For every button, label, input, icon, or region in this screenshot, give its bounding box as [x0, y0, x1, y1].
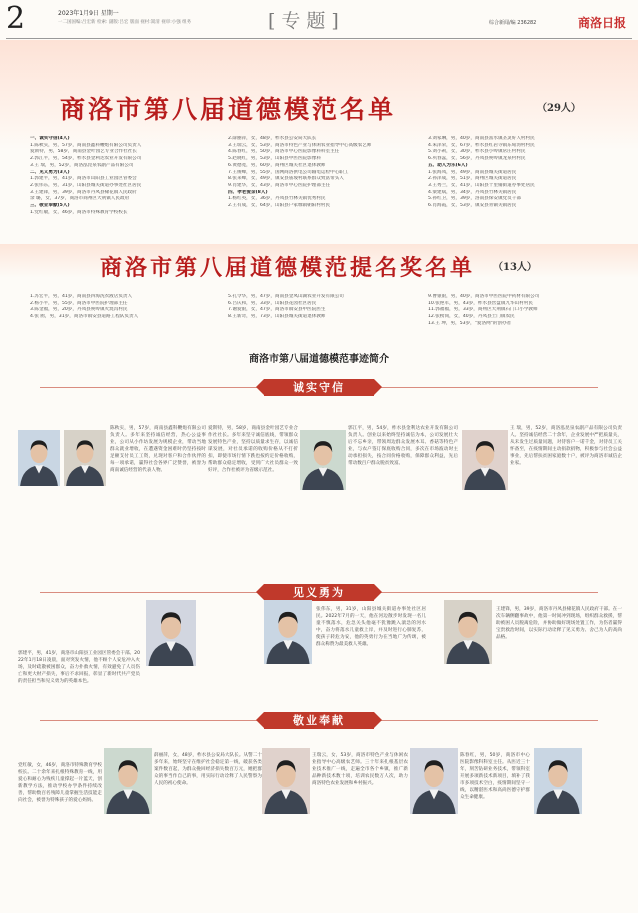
portrait-photo — [146, 600, 196, 666]
list-entry: 3.王建锋，男，39岁，商洛市丹凤县棣花镇人民政府 — [30, 189, 137, 195]
deeds-intro-title: 商洛市第八届道德模范事迹简介 — [249, 354, 389, 365]
deed-text: 党红敏，女，46岁，商洛市特殊教育学校校长。二十余年来扎根特殊教育一线，用爱心和耐心为残疾儿童撑起一片蓝天，创新教学方法，推动学校办学条件持续改善，帮助数百名残障儿童掌握生活技能走向社会，被誉为特殊孩子的爱心妈妈。 — [18, 763, 102, 803]
portrait-photo — [300, 430, 346, 490]
editor-line: 一二国国编:吕宏新 检索: 副版:吕宏 版面 视村:嵩清 视审:小强 组务 — [58, 20, 192, 25]
portrait-photo — [410, 748, 458, 814]
portrait-photo — [64, 430, 106, 486]
nominees-list-col-2 — [228, 294, 428, 321]
list-entry: 5.孙红卫，男，39岁，洛南县保安镇党员干部 — [428, 196, 521, 202]
deed-text: 王 瑞，男，52岁，商洛泓昆泉农副产品有限公司负责人。坚持诚信经营二十余年，企业发展中严把质量关，从未发生过质量问题，对待客户一诺千金，对待员工关怀备至，在疫情期间主动捐款捐物，积极参与社会公益事业，先后帮扶贫困家庭数十户，被评为商洛市诚信企业家。 — [510, 426, 622, 466]
section-banner-bravery: 见义勇为 — [264, 584, 374, 601]
list-entry: 1.郭建平，男，41岁，商洛市山阳县工业园区管委会 — [30, 176, 137, 182]
list-entry: 6.巩春蕊，女，56岁，丹凤县庾岭镇龙泉村村民 — [428, 156, 526, 162]
list-entry: 4.朱泽荣，女，67岁，柞水县红岩寺镇东甸湾村村民 — [428, 142, 535, 148]
portrait-photo — [104, 748, 152, 814]
page-number: 2 — [6, 1, 26, 36]
deed-text: 薛丽萍，女，48岁，柞水县公安局大队长。从警二十多年来，始终坚守在维护社会稳定第一线，破获各类案件数百起，为群众挽回经济损失数百万元，她把群众的事当作自己的事，用实际行动诠释了人民警察为人民的初心使命。 — [154, 753, 262, 786]
list-entry: 2.薛丽萍，女，48岁，柞水县公安局大队长 — [228, 136, 317, 141]
list-entry: 余 璐，女，37岁，商洛市商州区大荆镇人民政府 — [30, 196, 130, 202]
list-entry: 3.刘家琳，男，40岁，商南县富水镇圣灵好人村村民 — [428, 136, 535, 141]
issue-date: 2023年1月9日 星期一 — [58, 10, 119, 17]
section-banner-integrity: 诚实守信 — [264, 379, 374, 396]
deed-text: 王建锋，男，39岁，商洛市丹凤县棣花镇人民政府干部。在一次车辆侧翻事故中，他第一时间冲到现场，组织群众救援，帮助被困人员脱离危险，并协助做好现场处置工作，为伤者赢得宝贵救治时间，以实际行动诠释了见义勇为、舍己为人的高尚品格。 — [496, 607, 622, 640]
list-entry: 9.肖建华，女，43岁，商洛市中心医院护理部主任 — [228, 182, 331, 188]
portrait-photo — [534, 748, 582, 814]
nominees-list-col-3 — [428, 294, 628, 328]
list-category: 五、助人为乐(6人) — [428, 162, 468, 168]
deed-text: 陈秋实，男，57岁，商南县鑫科鞭炮有限公司负责人。多年来坚持诚信经营，热心公益事业，公司从小作坊发展为规模企业，带动当地群众就业增收，在遭遇资金困难时仍坚持按时足额支付员工工资，兑现对客户和合作伙伴的每一项承诺，赢得社会各界广泛赞誉，被誉为商南诚信经营的代表人物。 — [110, 426, 206, 473]
list-title-nominees-count: （13人） — [493, 262, 537, 273]
section-banner-dedication: 敬业奉献 — [264, 712, 374, 729]
section-label: [专题] — [268, 10, 345, 32]
deed-text: 郭江平，男，54岁，柞水县金利达农业开发有限公司负责人。创业以来始终坚持诚信为本，公司发展壮大后不忘乡亲，带领周边群众发展木耳、香菇等特色产业，与农户签订保底收购合同，多次在市场波动时主动承担损失，按合同价格收购，保障群众利益，先后带动数百户群众脱贫致富。 — [348, 426, 458, 466]
list-entry: 7.谢爱银，女，47岁，商洛市镇安县中医院医生 — [228, 307, 326, 313]
list-entry: 4.张 鸥，男，31岁，商洛市镇安县道路工程队负责人 — [30, 314, 139, 320]
models-list-col-1 — [30, 136, 228, 216]
deed-text: 陈春红，男，50岁，商洛市中心医院影像科科室主任。从医近三十年，刻苦钻研业务技术，带领科室开展多项新技术新项目，填补了我市多项技术空白，疫情期间坚守一线，以精湛医术和高尚医德守护群众生命健康。 — [460, 753, 530, 800]
list-entry: 1.党红敏，女，46岁，商洛市特殊教育学校校长 — [30, 209, 128, 215]
portrait-photo — [462, 430, 508, 490]
list-entry: 13.王 坤，男，53岁，"爱洛网"的创办者 — [428, 320, 512, 326]
list-entry: 2.孙泽成，男，51岁，商州区城关街道居民 — [428, 176, 517, 182]
list-entry: 1.张海凤，男，49岁，商南县城关街道居民 — [428, 169, 517, 175]
deed-text: 郭建平，男，41岁，商洛市山阳县工业园区管委会干部。2022年1月18日凌晨，面对突发火情，他不顾个人安危冲入火场，及时疏散被困群众，奋力扑救火情，有效避免了人员伤亡和更大财产损失，事后不求回报，彰显了新时代共产党员的责任担当和见义勇为的英雄本色。 — [18, 651, 140, 684]
list-entry: 5.孔令华，男，47岁，商南县金凤山湖农业开发有限公司 — [228, 294, 344, 299]
list-entry: 11.郭福福，男，33岁，商州区大荆镇石门口小学教师 — [428, 307, 538, 313]
list-entry: 爱斯特，男，58岁，商南县金叶园艺专业合作社社长 — [30, 149, 137, 155]
list-title-nominees: 商洛市第八届道德模范提名奖名单 — [100, 255, 476, 281]
list-entry: 2.郭江平，男，54岁，柞水县金利达农业开发有限公司 — [30, 156, 142, 162]
list-entry: 6.吕庆和，男，33岁，山阳县花园社区居民 — [228, 300, 317, 306]
list-entry: 6.黄德宽，男，60岁，商州区城关社区退休教师 — [228, 162, 326, 168]
list-entry: 12.张榜岗，女，40岁，丹凤县土门镇农民 — [428, 314, 515, 320]
list-entry: 8.张来峰，女，49岁，镇安县庙坡村联系群众致富带头人 — [228, 176, 344, 182]
newspaper-logo: 商洛日报 — [578, 16, 627, 30]
list-entry: 1.陈秋实，男，57岁，商南县鑫科鞭炮有限公司负责人 — [30, 142, 142, 148]
list-entry: 2.王有成，女，64岁，山阳县户家塬镇朝阳村村民 — [228, 203, 331, 209]
portrait-photo — [18, 430, 60, 486]
list-entry: 2.张伟东，男，31岁，山阳县城关街道办事处社区居民 — [30, 182, 142, 188]
portrait-photo — [262, 748, 310, 814]
list-entry: 5.刘小莉，女，30岁，柞水县小岭镇常庄村村民 — [428, 149, 526, 155]
list-entry: 10.张艳军，男，43岁，柞水县营盘镇九华山村村民 — [428, 300, 534, 306]
list-entry: 1.苏宏平，男，41岁，商南县四海洗衣液店负责人 — [30, 294, 133, 299]
list-title-models-count: （29人） — [537, 103, 581, 114]
deed-text: 爱斯特，男，58岁，商南县金叶园艺专业合作社社长。多年来坚守诚信底线，带领群众发展特色产业，坚持以质量求生存，以诚信谋发展，对社员承诺的收购价格从不打折扣，即使市场行情下跌也按约定价格收购，帮助群众稳定增收，受到广大社员群众一致好评，合作社被评为省级示范社。 — [208, 426, 298, 473]
list-category: 一、诚实守信(4人) — [30, 136, 70, 141]
list-entry: 1.杨红英，女，36岁，丹凤县竹林关镇优秀村民 — [228, 196, 326, 202]
list-entry: 7.王俊峰，男，55岁，国网商洛供电公司输电运检中心职工 — [228, 169, 349, 175]
models-list-col-3 — [428, 136, 628, 210]
list-entry: 3.王秀兰，女，41岁，山阳县十里铺街道办事处居民 — [428, 182, 535, 188]
header-rule — [6, 38, 632, 39]
list-category: 四、孝老爱亲(8人) — [228, 189, 268, 195]
list-entry: 5.赵晓红，男，53岁，山阳县中医医院影像科 — [228, 156, 321, 162]
list-entry: 8.王新奇，男，73岁，山阳县城关街道退休教师 — [228, 314, 326, 320]
list-category: 二、见义勇为(3人) — [30, 169, 70, 175]
models-list-col-2 — [228, 136, 428, 210]
list-entry: 3.陈金福，男，20岁，丹凤县庾岭镇火烧沟村民 — [30, 307, 128, 313]
list-entry: 2.杨小平，男，55岁，商洛市中医院护理部主任 — [30, 300, 128, 306]
page-code: 综合新闻/编 236282 — [489, 20, 537, 26]
list-entry: 3.王瑞云，女，53岁，商洛市特色产业与休闲农业指导中心高级农艺师 — [228, 142, 372, 148]
deed-text: 张伟东，男，31岁，山阳县城关街道办事处社区居民。2022年7月的一天，他在河边散步时发现一名儿童不慎落水，危急关头他毫不犹豫跳入湍急的河水中，奋力将落水儿童救上岸，并及时进行心肺复苏，使孩子转危为安，他的英勇行为在当地广为传颂，被群众称赞为最美救人英雄。 — [316, 607, 426, 647]
list-entry: 4.梁建斌，男，34岁，丹凤县竹林关镇居民 — [428, 189, 517, 195]
list-category: 三、敬业奉献(5人) — [30, 203, 70, 209]
nominees-list-col-1 — [30, 294, 228, 321]
portrait-photo — [264, 600, 312, 664]
list-entry: 4.陈春红，男，50岁，商洛市中心医院影像科科室主任 — [228, 149, 340, 155]
portrait-photo — [444, 600, 492, 664]
list-title-models: 商洛市第八届道德模范名单 — [60, 95, 397, 124]
deed-text: 王瑞云，女，53岁，商洛市特色产业与休闲农业指导中心高级农艺师。三十年来扎根基层农业技术推广一线，走遍全市各个乡镇，推广新品种新技术数十项，培训农民数万人次，助力商洛特色农业发展和乡村振兴。 — [312, 753, 408, 786]
list-entry: 6.肖海霞，女，53岁，镇安县青铜关镇居民 — [428, 203, 517, 209]
page-header — [0, 0, 638, 40]
list-entry: 3.王 瑞，男，52岁，商洛泓昆泉农副产品有限公司 — [30, 162, 134, 168]
list-entry: 9.曹银银，男，40岁，商洛市中医医院中药材有限公司 — [428, 294, 540, 299]
